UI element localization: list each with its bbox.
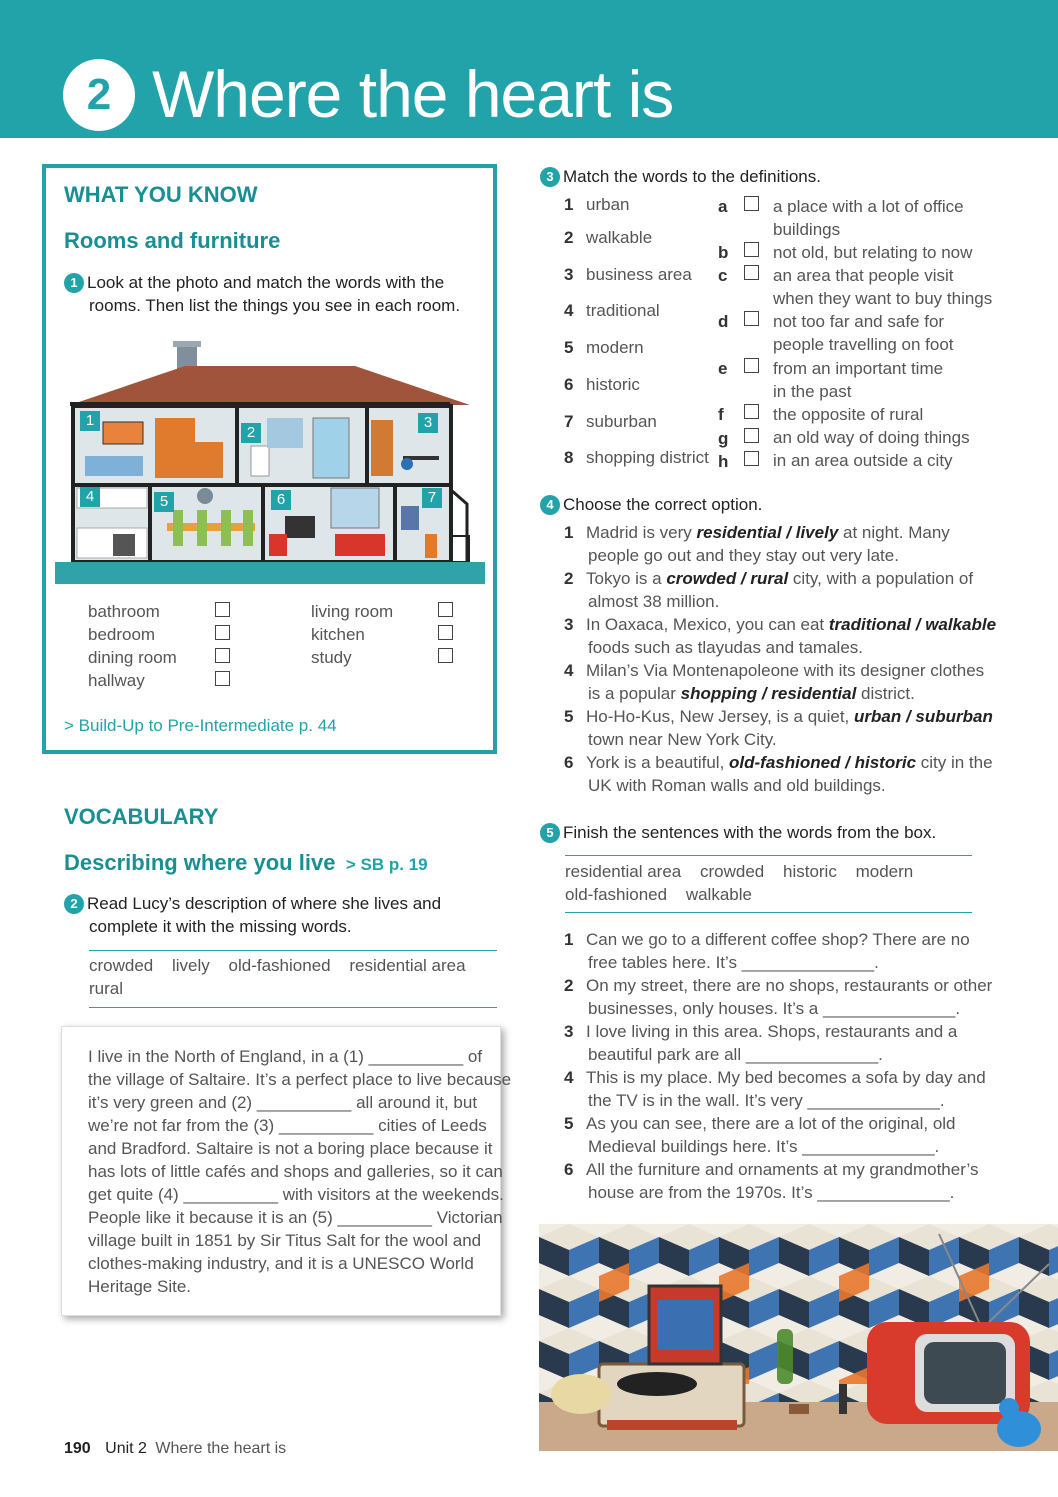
definition-letter: f [718, 405, 724, 424]
word-box-word: historic [782, 862, 837, 881]
definition-text [773, 357, 943, 403]
text-line: in the past [773, 382, 852, 401]
choice-item [564, 659, 984, 682]
room-word: dining room [88, 648, 177, 667]
sentence-text: city, with a population of [788, 569, 974, 588]
telephone [551, 1374, 611, 1414]
text-line: an area that people visit [773, 266, 954, 285]
room-checkbox[interactable] [438, 625, 453, 640]
instruction-line: Read Lucy’s description of where she lives and [87, 894, 442, 913]
item-number: 8 [564, 448, 574, 467]
word-box-word: residential area [349, 956, 466, 975]
sentence-text: On my street, there are no shops, restaurants or other [586, 976, 993, 995]
choice-item [564, 705, 993, 728]
text-line: get quite (4) __________ with visitors at the weekends. [88, 1185, 504, 1204]
instruction-line: complete it with the missing words. [89, 917, 352, 936]
text-line: has lots of little cafés and shops and galleries, so it can [88, 1162, 503, 1181]
definition-checkbox[interactable] [744, 404, 759, 419]
definition-letter: e [718, 359, 728, 378]
room-checkbox[interactable] [215, 625, 230, 640]
describing-heading [64, 850, 428, 876]
sentence-text: In Oaxaca, Mexico, you can eat [586, 615, 829, 634]
sentence-text: Madrid is very [586, 523, 697, 542]
item-number: 3 [564, 1022, 574, 1041]
sentence-text: businesses, only houses. It’s a ______________. [588, 999, 961, 1018]
build-up-link[interactable]: > Build-Up to Pre-Intermediate p. 44 [64, 716, 337, 735]
section-subheading: Describing where you live [64, 850, 336, 875]
sentence-text: foods such as tlayudas and tamales. [588, 638, 863, 657]
word-box-word: rural [89, 979, 124, 998]
lucy-description-text [88, 1045, 512, 1298]
room-word: living room [311, 602, 394, 621]
option-choice[interactable]: urban / suburban [854, 707, 993, 726]
sentence-text: people go out and they stay out very late. [588, 546, 899, 565]
exercise-number-badge: 1 [64, 273, 84, 293]
item-number: 5 [564, 707, 574, 726]
footer-title: Where the heart is [155, 1440, 287, 1457]
sentence-item [564, 1020, 984, 1043]
item-number: 5 [564, 1114, 574, 1133]
room-word: bedroom [88, 625, 156, 644]
option-choice[interactable]: residential / lively [696, 523, 839, 542]
exercise-number-badge: 3 [540, 167, 560, 187]
definition-checkbox[interactable] [744, 428, 759, 443]
page-title: Where the heart is [152, 57, 674, 131]
text-line: it’s very green and (2) __________ all around it, but [88, 1093, 478, 1112]
exercise-4-instruction [540, 493, 762, 516]
item-number: 2 [564, 976, 574, 995]
sentence-text: house are from the 1970s. It’s ______________. [588, 1183, 955, 1202]
option-choice[interactable]: shopping / residential [680, 684, 857, 703]
text-line: I live in the North of England, in a (1) __________ of [88, 1047, 483, 1066]
exercise-5-instruction [540, 821, 936, 844]
word-box-word: walkable [685, 885, 752, 904]
instruction-text: Match the words to the definitions. [563, 167, 821, 186]
sentence-text: York is a beautiful, [586, 753, 730, 772]
room-checkbox[interactable] [215, 602, 230, 617]
text-line: when they want to buy things [773, 289, 993, 308]
sentence-text: town near New York City. [588, 730, 777, 749]
definition-checkbox[interactable] [744, 311, 759, 326]
sentence-line [564, 682, 984, 705]
room-checkbox[interactable] [438, 648, 453, 663]
exercise-number-badge: 5 [540, 823, 560, 843]
definition-checkbox[interactable] [744, 358, 759, 373]
retro-room-photo [539, 1224, 1058, 1451]
word-box-word: old-fashioned [565, 885, 668, 904]
match-word [564, 336, 644, 359]
room-label: 6 [271, 490, 291, 510]
item-number: 2 [564, 228, 574, 247]
match-word [564, 299, 660, 322]
item-number: 6 [564, 375, 574, 394]
definition-letter: a [718, 197, 728, 216]
definition-text [773, 195, 964, 241]
match-word [564, 193, 629, 216]
text-line: people travelling on foot [773, 335, 954, 354]
text-line: buildings [773, 220, 841, 239]
sentence-text: city in the [916, 753, 993, 772]
room-label: 5 [154, 492, 174, 512]
item-number: 2 [564, 569, 574, 588]
word-box-word: crowded [89, 956, 154, 975]
word-box-line [565, 860, 913, 883]
item-number: 3 [564, 265, 574, 284]
unit-number-badge: 2 [63, 59, 135, 131]
sentence-text: at night. Many [838, 523, 950, 542]
room-word: study [311, 648, 352, 667]
item-number: 3 [564, 615, 574, 634]
text-line: People like it because it is an (5) __________ Victorian [88, 1208, 503, 1227]
room-checkbox[interactable] [438, 602, 453, 617]
roof [70, 366, 470, 405]
sentence-item [564, 974, 993, 997]
footer-unit: Unit 2 [105, 1440, 147, 1457]
sentence-item [564, 1112, 984, 1135]
word-text: traditional [586, 301, 660, 320]
item-number: 4 [564, 301, 574, 320]
text-line: Heritage Site. [88, 1277, 191, 1296]
exercise-number-badge: 4 [540, 495, 560, 515]
definition-checkbox[interactable] [744, 265, 759, 280]
exercise-3-instruction [540, 165, 821, 188]
exercise-2-instruction [64, 892, 494, 938]
choice-item [564, 613, 997, 636]
text-line: not too far and safe for [773, 312, 945, 331]
definition-text: in an area outside a city [773, 451, 953, 470]
sentence-text: free tables here. It’s ______________. [588, 953, 879, 972]
choice-item [564, 567, 984, 590]
exercise-number-badge: 2 [64, 894, 84, 914]
definition-checkbox[interactable] [744, 196, 759, 211]
word-text: business area [586, 265, 692, 284]
sentence-text: I love living in this area. Shops, restaurants and a [586, 1022, 958, 1041]
word-box-line [89, 954, 466, 977]
sentence-text: district. [856, 684, 915, 703]
sentence-text: Can we go to a different coffee shop? There are no [586, 930, 970, 949]
sentence-text: the TV is in the wall. It’s very ______________. [588, 1091, 945, 1110]
instruction-text: Choose the correct option. [563, 495, 763, 514]
sentence-text: As you can see, there are a lot of the original, old [586, 1114, 956, 1133]
item-number: 1 [564, 930, 574, 949]
room-label: 2 [241, 423, 261, 443]
instruction-text: Finish the sentences with the words from the box. [563, 823, 937, 842]
word-box-word: residential area [565, 862, 682, 881]
choice-item [564, 521, 984, 544]
definition-text [773, 264, 992, 310]
item-number: 1 [564, 195, 574, 214]
definition-text: not old, but relating to now [773, 243, 973, 262]
sentence-text: This is my place. My bed becomes a sofa by day and [586, 1068, 986, 1087]
item-number: 4 [564, 661, 574, 680]
text-line: village built in 1851 by Sir Titus Salt for the wool and [88, 1231, 482, 1250]
student-book-reference[interactable]: > SB p. 19 [345, 855, 428, 874]
text-line: we’re not far from the (3) __________ cities of Leeds [88, 1116, 487, 1135]
option-choice[interactable]: old-fashioned / historic [729, 753, 917, 772]
page-number: 190 [64, 1440, 91, 1457]
match-word [564, 446, 709, 469]
room-checkbox[interactable] [215, 671, 230, 686]
sentence-item [564, 1066, 984, 1089]
choice-item [564, 751, 993, 774]
item-number: 5 [564, 338, 574, 357]
instruction-line: rooms. Then list the things you see in each room. [89, 296, 461, 315]
room-label: 1 [80, 411, 100, 431]
room-label: 3 [418, 413, 438, 433]
definition-letter: d [718, 312, 729, 331]
text-line: and Bradford. Saltaire is not a boring place because it [88, 1139, 493, 1158]
definition-letter: b [718, 243, 729, 262]
instruction-line: Look at the photo and match the words with the [87, 273, 445, 292]
item-number: 7 [564, 412, 574, 431]
text-line: the village of Saltaire. It’s a perfect place to live because [88, 1070, 512, 1089]
match-word [564, 373, 640, 396]
word-box-line [565, 883, 752, 906]
word-box-word: lively [172, 956, 210, 975]
text-line: clothes-making industry, and it is a UNESCO World [88, 1254, 474, 1273]
item-number: 4 [564, 1068, 574, 1087]
sentence-item [564, 1158, 984, 1181]
what-you-know-heading: WHAT YOU KNOW [64, 182, 258, 207]
definition-letter: h [718, 452, 729, 471]
room-label: 7 [422, 488, 442, 508]
definition-text: the opposite of rural [773, 405, 924, 424]
definition-checkbox[interactable] [744, 451, 759, 466]
definition-text [773, 310, 954, 356]
word-text: walkable [586, 228, 653, 247]
word-text: suburban [586, 412, 657, 431]
sentence-item [564, 928, 984, 951]
exercise-1-instruction [64, 271, 484, 317]
exercise-5-list [564, 928, 993, 1204]
item-number: 1 [564, 523, 574, 542]
option-choice[interactable]: crowded / rural [666, 569, 789, 588]
word-box-word: modern [855, 862, 914, 881]
house-illustration [55, 338, 485, 584]
definition-text: an old way of doing things [773, 428, 970, 447]
definition-checkbox[interactable] [744, 242, 759, 257]
text-line: from an important time [773, 359, 944, 378]
option-choice[interactable]: traditional / walkable [828, 615, 997, 634]
room-word: hallway [88, 671, 145, 690]
sentence-text: UK with Roman walls and old buildings. [588, 776, 886, 795]
definition-letter: g [718, 429, 729, 448]
word-box-word: old-fashioned [228, 956, 331, 975]
word-text: shopping district [586, 448, 709, 467]
ground-strip [55, 562, 485, 584]
room-word: bathroom [88, 602, 160, 621]
sentence-text: Medieval buildings here. It’s ______________. [588, 1137, 940, 1156]
text-line: a place with a lot of office [773, 197, 964, 216]
sentence-text: is a popular [588, 684, 681, 703]
rooms-furniture-heading: Rooms and furniture [64, 228, 281, 253]
match-word [564, 263, 692, 286]
sentence-text: Milan’s Via Montenapoleone with its designer clothes [586, 661, 985, 680]
item-number: 6 [564, 1160, 574, 1179]
word-text: modern [586, 338, 644, 357]
match-word [564, 226, 652, 249]
word-box-word: crowded [699, 862, 765, 881]
room-checkbox[interactable] [215, 648, 230, 663]
word-text: urban [586, 195, 630, 214]
match-word [564, 410, 657, 433]
sentence-text: All the furniture and ornaments at my grandmother’s [586, 1160, 979, 1179]
vocabulary-heading: VOCABULARY [64, 804, 219, 829]
room-word: kitchen [311, 625, 365, 644]
room-label: 4 [80, 487, 100, 507]
sentence-text: beautiful park are all ______________. [588, 1045, 883, 1064]
definition-letter: c [718, 266, 728, 285]
word-text: historic [586, 375, 640, 394]
sentence-text: Ho-Ho-Kus, New Jersey, is a quiet, [586, 707, 854, 726]
exercise-4-list [564, 521, 997, 797]
item-number: 6 [564, 753, 574, 772]
sentence-text: almost 38 million. [588, 592, 720, 611]
page-footer [64, 1440, 286, 1458]
sentence-text: Tokyo is a [586, 569, 667, 588]
